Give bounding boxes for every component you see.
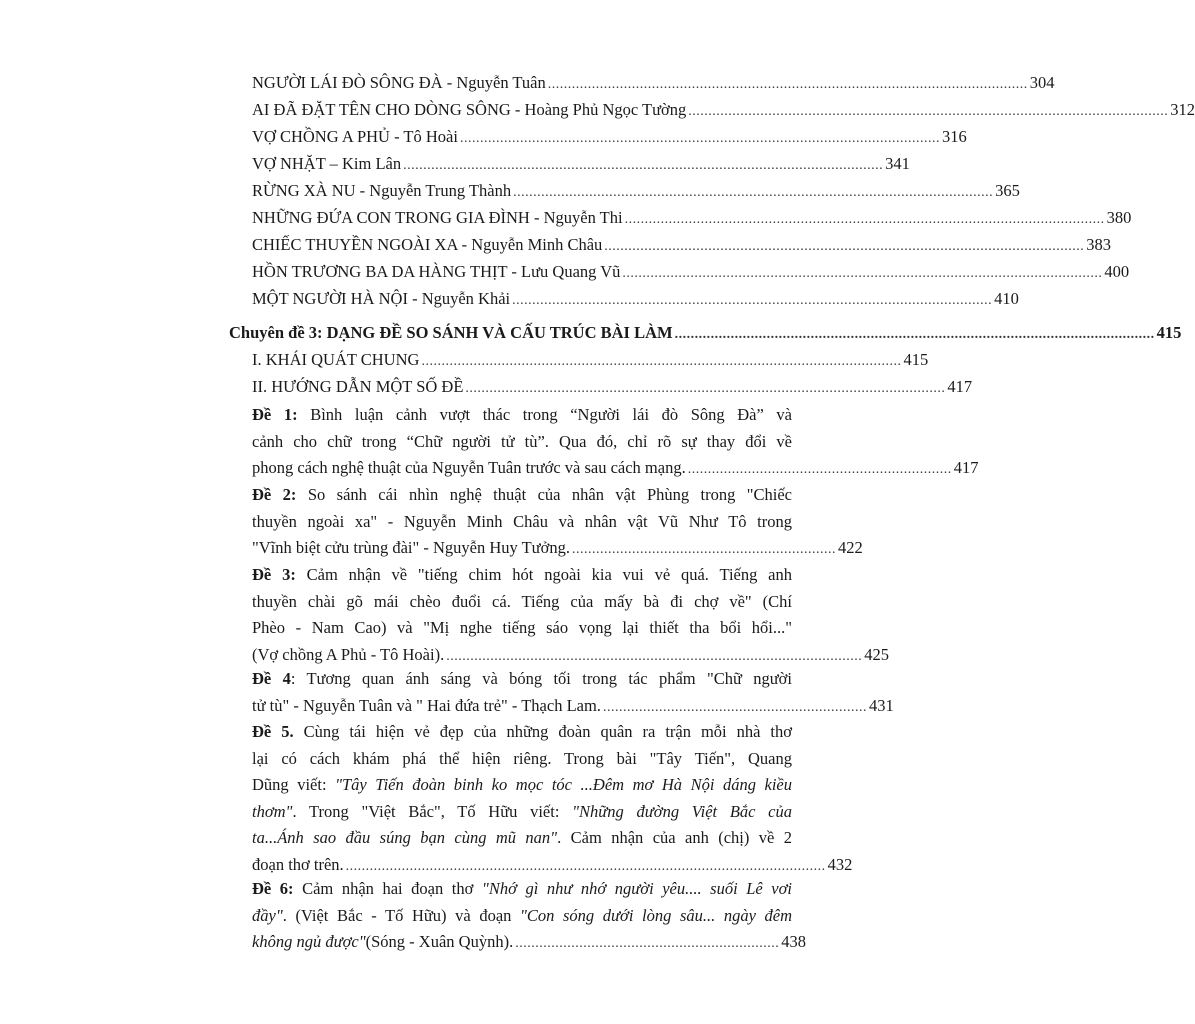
exercise-label: Đề 4 xyxy=(252,669,291,688)
toc-entry-page: 312 xyxy=(1170,100,1195,119)
entry-quote: "Con sóng dưới lòng sâu... ngày đêm xyxy=(519,905,792,925)
entry-line xyxy=(252,455,979,482)
chapter-page: 415 xyxy=(1156,323,1182,342)
entry-line xyxy=(252,693,894,720)
dot-leader: ........................................................................................................................ xyxy=(345,858,826,874)
entry-text: . Cảm nhận của anh (chị) về 2 xyxy=(557,828,792,847)
entry-text: . Trong "Việt Bắc", Tố Hữu viết: xyxy=(292,801,573,821)
toc-entry-title: RỪNG XÀ NU - Nguyễn Trung Thành xyxy=(252,181,512,200)
toc-section-entry[interactable] xyxy=(252,377,973,399)
entry-line xyxy=(252,482,792,509)
toc-entry[interactable] xyxy=(252,235,1112,257)
section-page: 417 xyxy=(947,377,973,396)
toc-entry-page: 341 xyxy=(885,154,910,173)
dot-leader: ........................................................................................................ xyxy=(446,648,863,664)
toc-exercise-entry[interactable] xyxy=(252,402,979,482)
dot-leader: ........................................................................................................................ xyxy=(624,212,1105,227)
entry-text: . (Việt Bắc - Tố Hữu) và đoạn xyxy=(282,905,520,925)
toc-entry[interactable] xyxy=(252,100,1195,122)
entry-line xyxy=(252,903,792,930)
toc-exercise-entry[interactable] xyxy=(252,482,863,562)
entry-text: đoạn thơ trên. xyxy=(252,854,344,874)
chapter-title: Chuyên đề 3: DẠNG ĐỀ SO SÁNH VÀ CẤU TRÚC BÀI LÀM xyxy=(229,323,673,342)
toc-entry[interactable] xyxy=(252,208,1132,230)
entry-text: cảnh cho chữ trong “Chữ người tử tù”. Qua đó, chỉ rõ sự thay đổi về xyxy=(252,431,792,451)
entry-line xyxy=(252,642,889,669)
toc-section-entry[interactable] xyxy=(252,350,929,372)
entry-line xyxy=(252,876,792,903)
toc-exercise-entry[interactable] xyxy=(252,876,806,956)
toc-entry-title: VỢ NHẶT – Kim Lân xyxy=(252,154,402,173)
exercise-label: Đề 6: xyxy=(252,879,294,898)
dot-leader: ........................................................................................................................ xyxy=(604,239,1085,254)
entry-quote: đầy" xyxy=(252,905,283,925)
dot-leader: ........................................................................................................................ xyxy=(513,185,994,200)
exercise-page: 432 xyxy=(827,854,853,874)
toc-entry-title: NHỮNG ĐỨA CON TRONG GIA ĐÌNH - Nguyễn Thi xyxy=(252,208,623,227)
entry-line xyxy=(252,666,792,693)
entry-quote: "Nhớ gì như nhớ người yêu.... suối Lê vơi xyxy=(481,879,793,898)
entry-text: "Vĩnh biệt cửu trùng đài" - Nguyễn Huy Tưởng. xyxy=(252,538,570,557)
entry-text: (Sóng - Xuân Quỳnh). xyxy=(365,932,514,951)
toc-entry[interactable] xyxy=(252,289,1019,311)
entry-quote: thơm" xyxy=(252,801,293,821)
toc-entry-page: 304 xyxy=(1029,73,1055,92)
entry-quote: "Những đường Việt Bắc của xyxy=(572,801,792,821)
entry-line xyxy=(252,615,792,642)
toc-entry-title: AI ĐÃ ĐẶT TÊN CHO DÒNG SÔNG - Hoàng Phủ Ngọc Tường xyxy=(252,100,687,119)
toc-entry[interactable] xyxy=(252,181,1020,203)
exercise-page: 422 xyxy=(837,538,863,557)
dot-leader: .................................................................. xyxy=(515,936,780,951)
entry-quote: không ngủ được" xyxy=(252,932,366,951)
toc-entry-page: 380 xyxy=(1106,208,1132,227)
entry-line xyxy=(252,772,792,799)
section-title: II. HƯỚNG DẪN MỘT SỐ ĐỀ xyxy=(252,377,464,396)
entry-line xyxy=(252,799,792,826)
exercise-label: Đề 3: xyxy=(252,565,296,584)
dot-leader: ........................................................................................................................ xyxy=(622,266,1103,281)
toc-entry-page: 400 xyxy=(1104,262,1130,281)
entry-line xyxy=(252,852,853,879)
entry-line xyxy=(252,562,792,589)
entry-text: tử tù" - Nguyễn Tuân và " Hai đứa trẻ" - Thạch Lam. xyxy=(252,695,601,715)
dot-leader: ........................................................................................................................ xyxy=(465,381,946,396)
entry-text: Bình luận cảnh vượt thác trong “Người lái đò Sông Đà” và xyxy=(297,405,793,424)
entry-line xyxy=(252,402,792,429)
dot-leader: ........................................................................................................................ xyxy=(547,77,1028,92)
exercise-label: Đề 1: xyxy=(252,405,298,424)
exercise-label: Đề 5. xyxy=(252,722,294,741)
entry-text: (Vợ chồng A Phủ - Tô Hoài). xyxy=(252,644,445,664)
section-title: I. KHÁI QUÁT CHUNG xyxy=(252,350,420,369)
entry-text: : Tương quan ánh sáng và bóng tối trong tác phẩm "Chữ người xyxy=(290,669,792,688)
toc-exercise-entry[interactable] xyxy=(252,666,894,719)
toc-entry[interactable] xyxy=(252,154,910,176)
toc-entry[interactable] xyxy=(252,127,967,149)
entry-quote: "Tây Tiến đoàn binh ko mọc tóc ...Đêm mơ Hà Nội dáng kiều xyxy=(335,775,792,794)
entry-text: So sánh cái nhìn nghệ thuật của nhân vật Phùng trong "Chiếc xyxy=(296,485,792,504)
exercise-label: Đề 2: xyxy=(252,485,297,504)
toc-entry-page: 365 xyxy=(995,181,1020,200)
dot-leader: .................................................................. xyxy=(687,462,952,477)
entry-text: Phèo - Nam Cao) và "Mị nghe tiếng sáo vọng lại thiết tha bổi hổi..." xyxy=(252,618,792,637)
exercise-page: 417 xyxy=(953,458,979,477)
toc-entry-title: VỢ CHỒNG A PHỦ - Tô Hoài xyxy=(252,127,458,146)
dot-leader: ........................................................................................................................ xyxy=(674,327,1155,342)
entry-text: thuyền ngoài xa" - Nguyễn Minh Châu và nhân vật Vũ Như Tô trong xyxy=(252,511,792,531)
dot-leader: ........................................................................................................................ xyxy=(421,354,902,369)
entry-text: Cảm nhận hai đoạn thơ xyxy=(293,879,482,898)
toc-chapter-entry[interactable] xyxy=(229,323,1182,345)
dot-leader: ........................................................................................................................ xyxy=(688,104,1169,119)
entry-line xyxy=(252,589,792,616)
entry-line xyxy=(252,535,863,562)
entry-text: phong cách nghệ thuật của Nguyễn Tuân trước và sau cách mạng. xyxy=(252,458,686,477)
dot-leader: ........................................................................................................................ xyxy=(512,293,993,308)
exercise-page: 438 xyxy=(781,932,806,951)
entry-line xyxy=(252,825,792,852)
entry-text: lại có cách khám phá thể hiện riêng. Trong bài "Tây Tiến", Quang xyxy=(252,748,792,768)
entry-line xyxy=(252,719,792,746)
toc-entry-title: HỒN TRƯƠNG BA DA HÀNG THỊT - Lưu Quang Vũ xyxy=(252,262,621,281)
toc-entry-page: 316 xyxy=(941,127,967,146)
dot-leader: .................................................................. xyxy=(602,699,867,715)
dot-leader: ........................................................................................................................ xyxy=(403,158,884,173)
toc-entry-title: CHIẾC THUYỀN NGOÀI XA - Nguyễn Minh Châu xyxy=(252,235,603,254)
toc-exercise-entry[interactable] xyxy=(252,719,853,878)
entry-line xyxy=(252,929,806,956)
entry-text: Cảm nhận về "tiếng chim hót ngoài kia vui vẻ quá. Tiếng anh xyxy=(295,565,793,584)
entry-text: Cùng tái hiện vẻ đẹp của những đoàn quân ra trận mỗi nhà thơ xyxy=(293,722,792,741)
dot-leader: .................................................................. xyxy=(571,542,836,557)
toc-entry[interactable] xyxy=(252,73,1055,95)
toc-entry-page: 383 xyxy=(1086,235,1112,254)
toc-entry-title: NGƯỜI LÁI ĐÒ SÔNG ĐÀ - Nguyễn Tuân xyxy=(252,73,546,92)
entry-line xyxy=(252,429,792,456)
toc-entry-title: MỘT NGƯỜI HÀ NỘI - Nguyễn Khải xyxy=(252,289,511,308)
entry-text: thuyền chài gõ mái chèo đuổi cá. Tiếng của mấy bà đi chợ về" (Chí xyxy=(252,591,792,611)
toc-entry-page: 410 xyxy=(994,289,1019,308)
entry-text: Dũng viết: xyxy=(252,775,336,794)
entry-quote: ta...Ánh sao đầu súng bạn cùng mũ nan" xyxy=(252,828,558,847)
entry-line xyxy=(252,746,792,773)
toc-entry[interactable] xyxy=(252,262,1130,284)
exercise-page: 431 xyxy=(868,695,894,715)
exercise-page: 425 xyxy=(864,644,889,664)
section-page: 415 xyxy=(903,350,929,369)
dot-leader: ........................................................................................................................ xyxy=(459,131,940,146)
entry-line xyxy=(252,509,792,536)
toc-exercise-entry[interactable] xyxy=(252,562,889,668)
